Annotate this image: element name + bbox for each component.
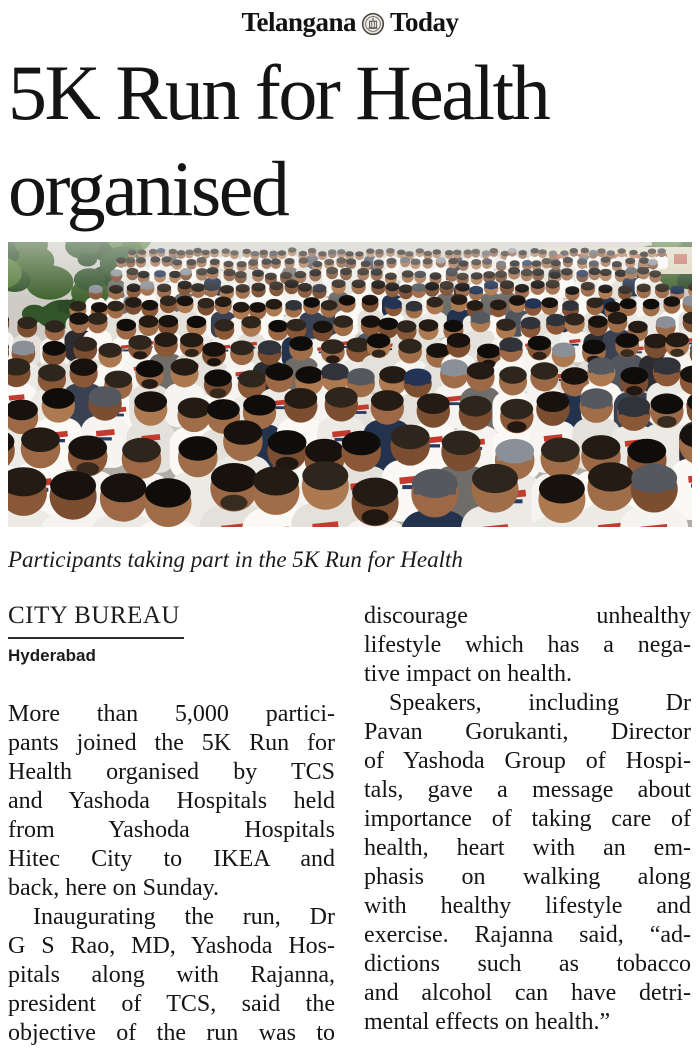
- text-line: importance of taking care of: [364, 806, 691, 832]
- text-line: and Yashoda Hospitals held: [8, 788, 335, 814]
- text-line: pants joined the 5K Run for: [8, 730, 335, 756]
- byline-location: Hyderabad: [8, 646, 96, 665]
- text-line: phasis on walking along: [364, 864, 691, 890]
- text-line: Hitec City to IKEA and: [8, 846, 335, 872]
- column-left: [8, 602, 335, 1048]
- photo-caption: Participants taking part in the 5K Run for Health: [8, 547, 463, 572]
- byline-author: CITY BUREAU: [8, 602, 180, 629]
- text-line: lifestyle which has a nega-: [364, 632, 691, 658]
- byline: [8, 602, 335, 667]
- text-line: tals, gave a message about: [364, 777, 691, 803]
- text-line: dictions such as tobacco: [364, 951, 691, 977]
- text-line: of Yashoda Group of Hospi-: [364, 748, 691, 774]
- text-line: exercise. Rajanna said, “ad-: [364, 922, 691, 948]
- text-line: Health organised by TCS: [8, 759, 335, 785]
- text-line: health, heart with an em-: [364, 835, 691, 861]
- column-right: [364, 602, 691, 1037]
- text-line: president of TCS, said the: [8, 991, 335, 1017]
- text-line: discourage unhealthy: [364, 603, 691, 629]
- article-headline: 5K Run for Health organised: [8, 49, 549, 232]
- masthead-brand-left: Telangana: [241, 7, 356, 37]
- article-figure: [8, 242, 692, 573]
- text-line: G S Rao, MD, Yashoda Hos-: [8, 933, 335, 959]
- text-line: More than 5,000 partici-: [8, 701, 335, 727]
- text-line: with healthy lifestyle and: [364, 893, 691, 919]
- text-line: from Yashoda Hospitals: [8, 817, 335, 843]
- column-right-text: [364, 602, 691, 1037]
- text-line: tive impact on health.: [364, 661, 572, 687]
- text-line: objective of the run was to: [8, 1020, 335, 1046]
- text-line: pitals along with Rajanna,: [8, 962, 335, 988]
- column-left-text: [8, 700, 335, 1048]
- text-line: Inaugurating the run, Dr: [33, 904, 335, 930]
- masthead-brand-right: Today: [390, 7, 459, 37]
- text-line: back, here on Sunday.: [8, 875, 220, 901]
- masthead: [0, 0, 700, 43]
- byline-rule: [8, 637, 184, 639]
- article-body: [8, 602, 692, 1048]
- text-line: Pavan Gorukanti, Director: [364, 719, 691, 745]
- text-line: mental effects on health.”: [364, 1009, 611, 1035]
- state-emblem-icon: [361, 12, 385, 43]
- text-line: Speakers, including Dr: [389, 690, 691, 716]
- text-line: and alcohol can have detri-: [364, 980, 691, 1006]
- crowd-photo: [8, 242, 692, 527]
